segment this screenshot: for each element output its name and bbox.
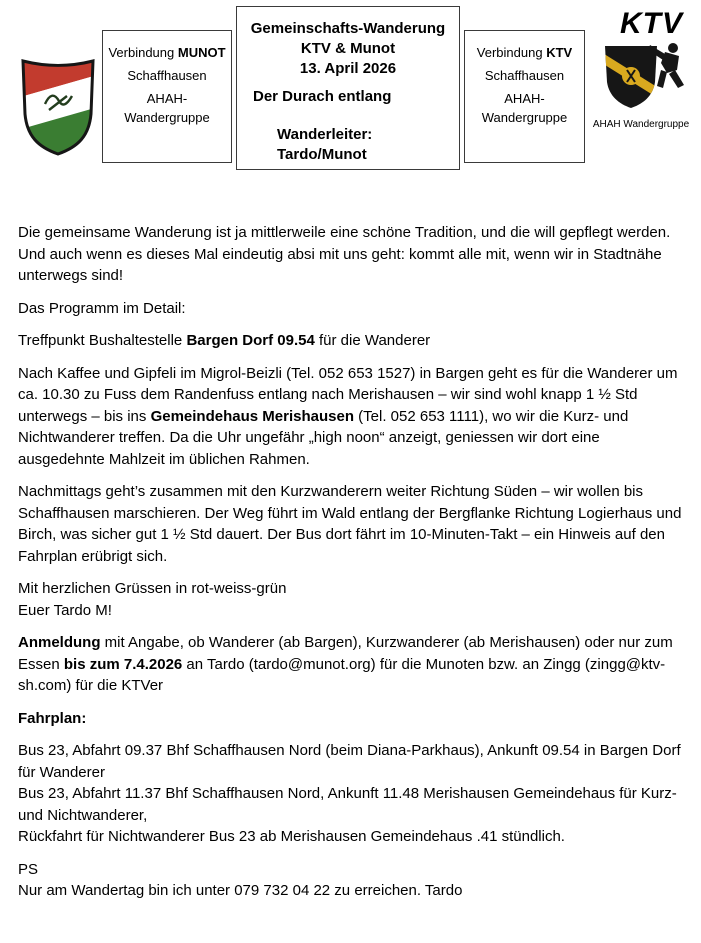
event-title-box bbox=[236, 6, 460, 170]
fahrplan-block bbox=[18, 740, 687, 848]
verbindung-ktv-group: AHAH-Wandergruppe bbox=[481, 91, 568, 125]
ktv-logo-word: KTV bbox=[620, 7, 683, 40]
anmeldung-deadline: bis zum 7.4.2026 bbox=[63, 655, 183, 673]
wanderung-part2: (Tel. 052 653 1111), wo wir die Kurz- und Nichtwanderer treffen. Da die Uhr ungefähr „high noon“ anzeigt, geniessen wir dort eine ausgedehnte Mahlzeit im üblichen Rahmen. bbox=[18, 407, 629, 468]
verbindung-ktv-name: KTV bbox=[546, 45, 573, 60]
verbindung-ktv-city: Schaffhausen bbox=[484, 68, 565, 83]
verbindung-munot-group: AHAH-Wandergruppe bbox=[124, 91, 210, 125]
event-route: Der Durach entlang bbox=[253, 88, 392, 105]
anmeldung-part2: an Tardo (tardo@munot.org) für die Munoten bzw. an Zingg (zingg@ktv-sh.com) für die KTVer bbox=[18, 655, 666, 694]
leader-name: Tardo/Munot bbox=[277, 146, 367, 163]
ktv-logo bbox=[589, 8, 693, 130]
fahrplan-line-3: Rückfahrt für Nichtwanderer Bus 23 ab Merishausen Gemeindehaus .41 stündlich. bbox=[18, 828, 565, 845]
greeting-line: Mit herzlichen Grüssen in rot-weiss-grün bbox=[18, 580, 287, 597]
verbindung-ktv-box bbox=[464, 30, 585, 163]
anmeldung-paragraph bbox=[18, 632, 687, 697]
fahrplan-line-2: Bus 23, Abfahrt 11.37 Bhf Schaffhausen Nord, Ankunft 11.48 Merishausen Gemeindehaus für Kurz- und Nichtwanderer, bbox=[18, 785, 677, 824]
fahrplan-heading-text: Fahrplan: bbox=[18, 709, 87, 727]
verbindung-munot-box bbox=[102, 30, 232, 163]
munot-crest-logo bbox=[18, 54, 98, 163]
wanderung-part1: Nach Kaffee und Gipfeli im Migrol-Beizli (Tel. 052 653 1527) in Bargen geht es für die Wanderer um ca. 10.30 zu Fuss dem Randenfuss entlang nach Merishausen – wir sind wohl knapp 1 ½ Std unterwegs – bis ins bbox=[18, 364, 678, 425]
event-date: 13. April 2026 bbox=[299, 60, 397, 77]
ktv-crest-icon bbox=[591, 40, 691, 112]
event-leader-block bbox=[237, 125, 459, 165]
anmeldung-part1: mit Angabe, ob Wanderer (ab Bargen), Kurzwanderer (ab Merishausen) oder nur zum Essen bbox=[18, 634, 673, 673]
ktv-logo-caption: AHAH Wandergruppe bbox=[592, 119, 690, 130]
verbindung-munot-name: MUNOT bbox=[177, 45, 226, 60]
treffpunkt-line bbox=[18, 330, 687, 352]
event-title-line1: Gemeinschafts-Wanderung bbox=[250, 20, 446, 37]
wanderung-paragraph bbox=[18, 363, 687, 471]
verbindung-munot-prefix: Verbindung bbox=[108, 45, 178, 60]
intro-paragraph: Die gemeinsame Wanderung ist ja mittlerweile eine schöne Tradition, und die will gepflegt werden. Und auch wenn es dieses Mal eindeutig absi mit uns geht: kommt alle mit, wenn wir in Stadtnähe unterwegs sind! bbox=[18, 224, 671, 284]
treffpunkt-prefix: Treffpunkt Bushaltestelle bbox=[18, 332, 187, 349]
verbindung-munot-line1 bbox=[107, 43, 227, 62]
verbindung-munot-city: Schaffhausen bbox=[127, 68, 207, 83]
fahrplan-line-1: Bus 23, Abfahrt 09.37 Bhf Schaffhausen Nord (beim Diana-Parkhaus), Ankunft 09.54 in Bargen Dorf für Wanderer bbox=[18, 742, 681, 781]
munot-crest-icon bbox=[18, 54, 98, 158]
verbindung-ktv-line1 bbox=[469, 43, 580, 62]
signature-line: Euer Tardo M! bbox=[18, 601, 112, 619]
ps-label: PS bbox=[18, 860, 39, 878]
wanderung-highlight: Gemeindehaus Merishausen bbox=[150, 407, 354, 425]
closing-greeting bbox=[18, 578, 687, 621]
verbindung-ktv-prefix: Verbindung bbox=[476, 45, 547, 60]
event-title-line2: KTV & Munot bbox=[300, 40, 396, 57]
ps-block bbox=[18, 859, 687, 902]
nachmittag-paragraph: Nachmittags geht’s zusammen mit den Kurzwanderern weiter Richtung Süden – wir wollen bis Schaffhausen marschieren. Der Weg führt im Wald entlang der Bergflanke Richtung Logierhaus und Birch, was sicher gut 1 ½ Std dauert. Der Bus dort fährt im 10-Minuten-Takt – ein Hinweis auf den Fahrplan erübrigt sich. bbox=[18, 483, 682, 565]
leader-label: Wanderleiter: bbox=[277, 126, 373, 143]
document-header bbox=[18, 6, 690, 170]
letter-body bbox=[18, 222, 687, 902]
treffpunkt-highlight: Bargen Dorf 09.54 bbox=[186, 332, 315, 349]
anmeldung-keyword: Anmeldung bbox=[18, 634, 101, 651]
programm-heading: Das Programm im Detail: bbox=[18, 299, 186, 317]
fahrplan-heading bbox=[18, 708, 687, 730]
ps-text: Nur am Wandertag bin ich unter 079 732 04 22 zu erreichen. Tardo bbox=[18, 882, 463, 899]
treffpunkt-suffix: für die Wanderer bbox=[314, 332, 431, 349]
